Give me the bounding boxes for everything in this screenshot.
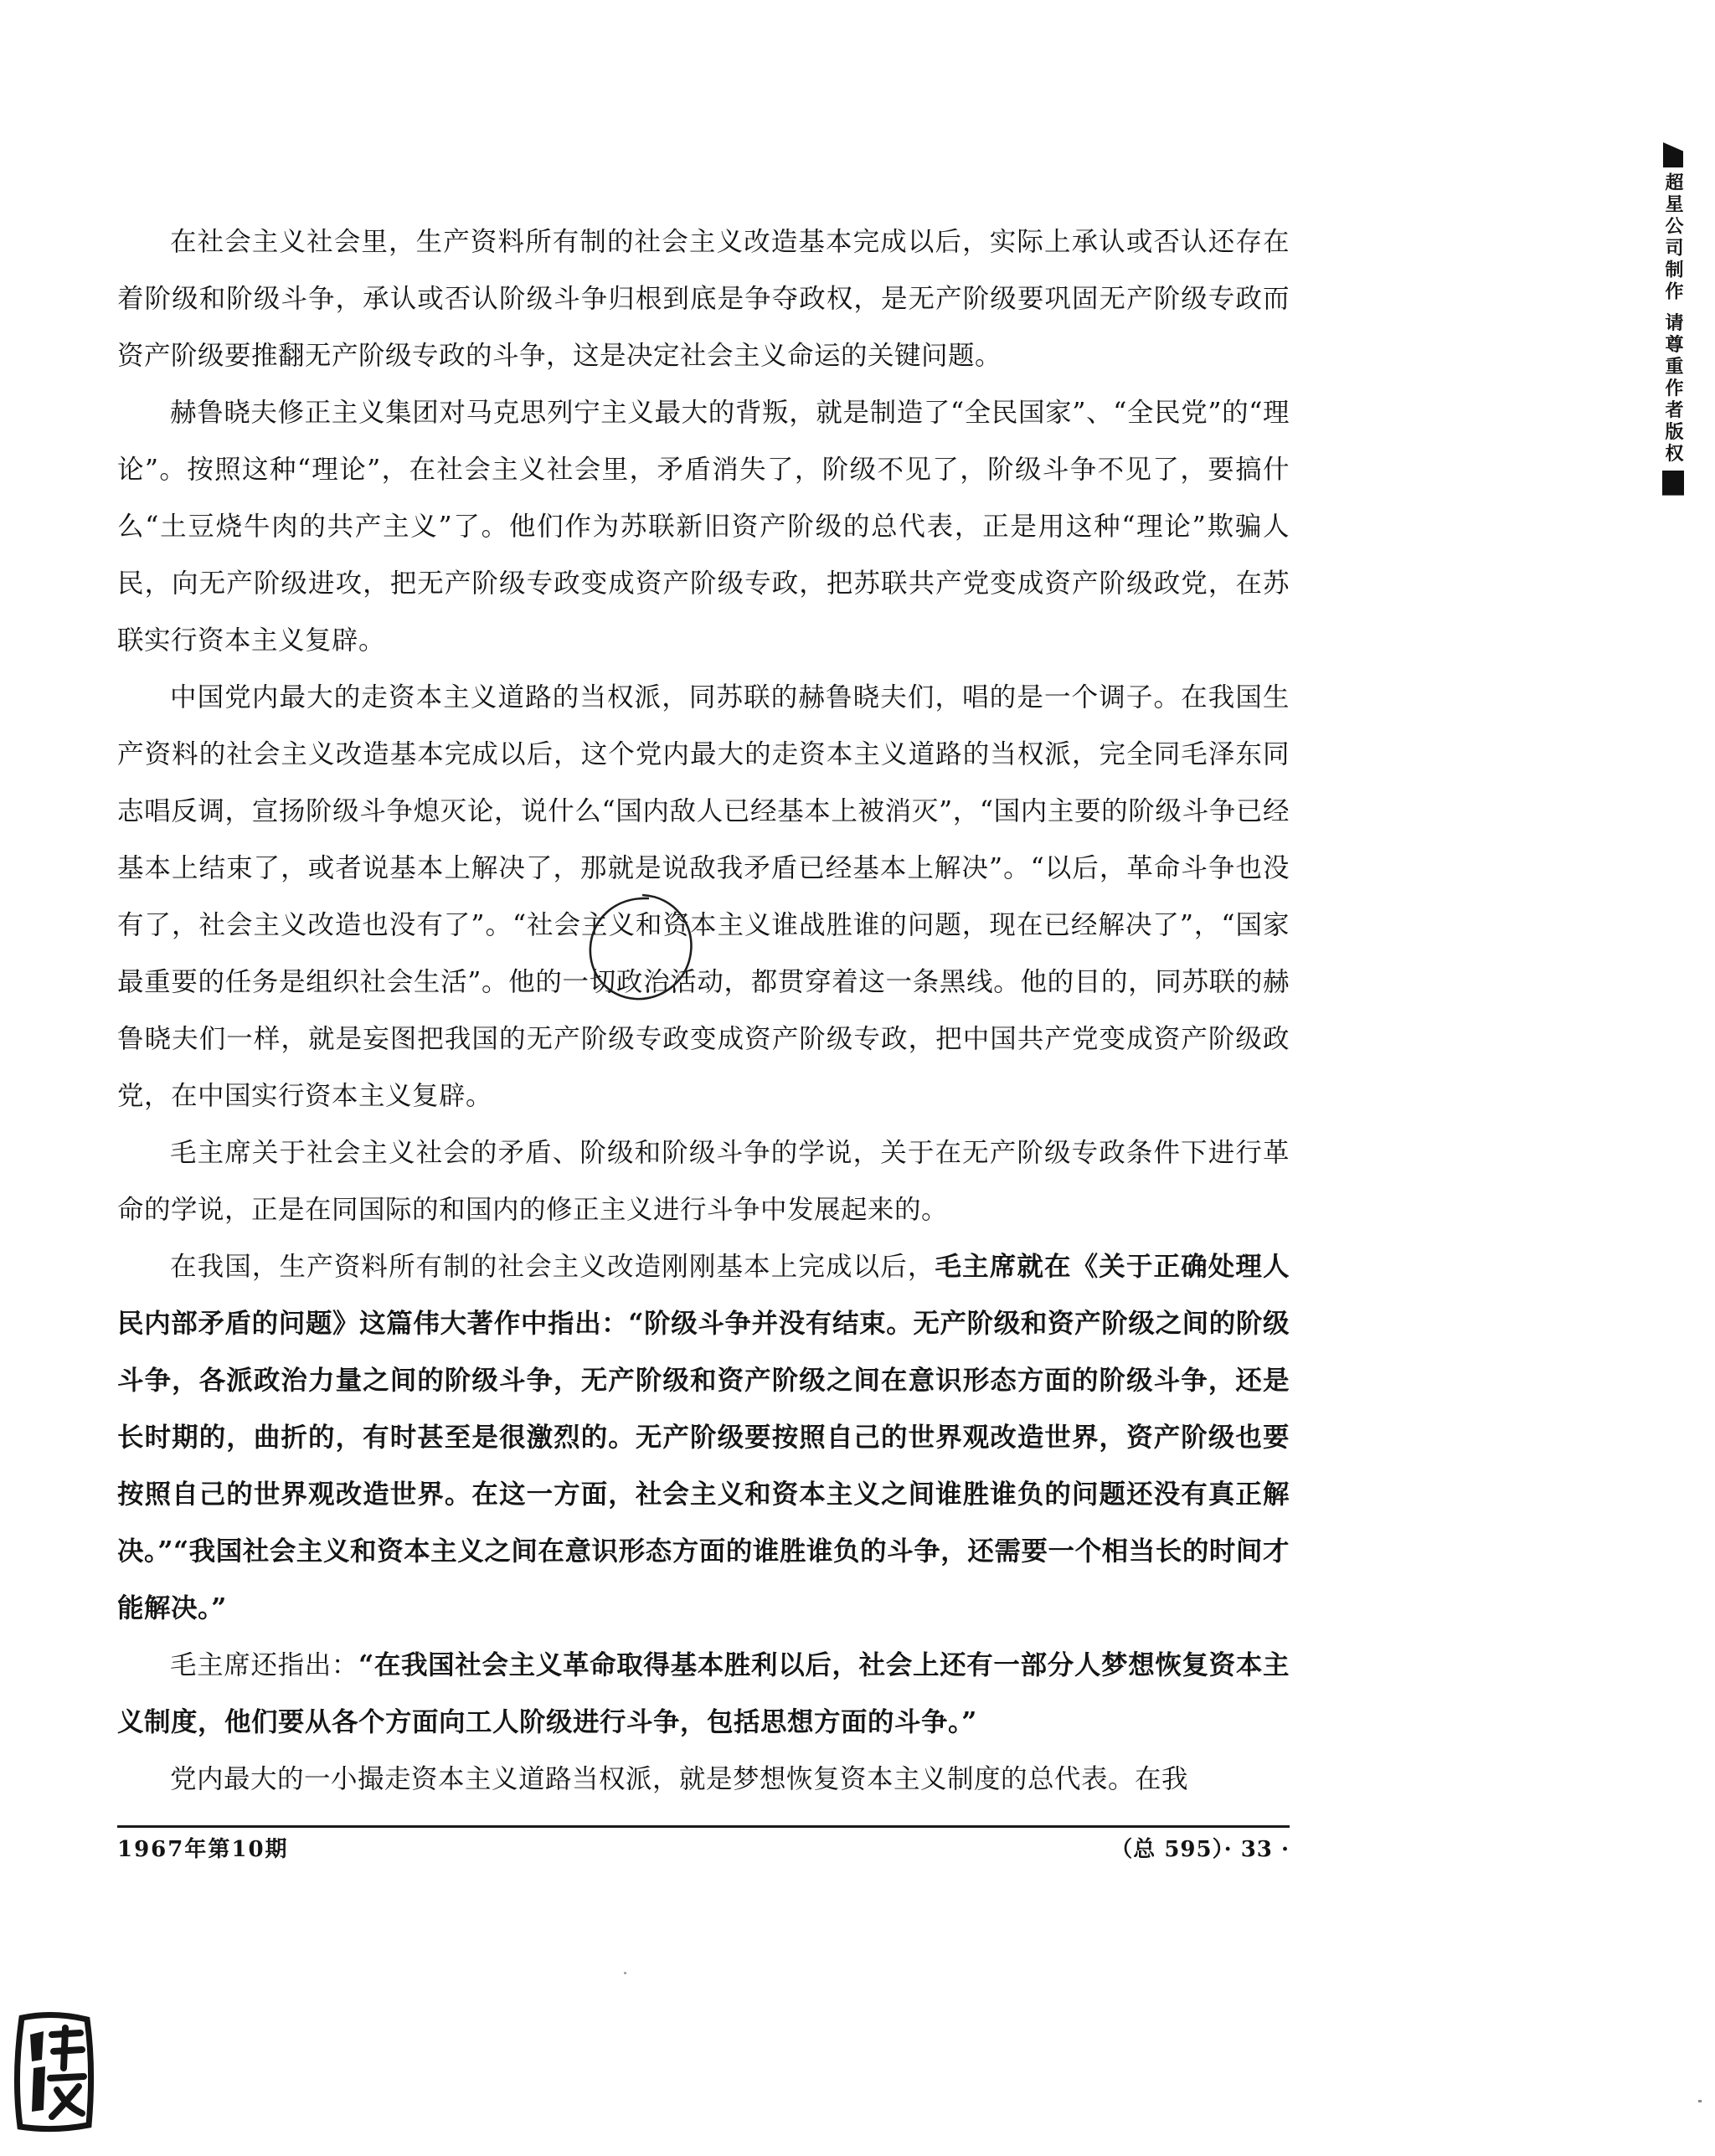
scan-speck (624, 1972, 626, 1974)
library-seal-stamp (10, 2009, 98, 2135)
paragraph (117, 1751, 1290, 1808)
paragraph (117, 384, 1290, 669)
paragraph-text: 毛主席关于社会主义社会的矛盾、阶级和阶级斗争的学说，关于在无产阶级专政条件下进行革命的学说，正是在同国际的和国内的修正主义进行斗争中发展起来的。 (117, 1138, 1290, 1225)
issue-label: 1967年第10期 (117, 1837, 289, 1862)
paragraph (117, 1637, 1290, 1751)
paragraph (117, 214, 1290, 384)
scan-speck (1698, 2100, 1702, 2102)
stamp-bar-top (1663, 142, 1683, 167)
paragraph-text: 在社会主义社会里，生产资料所有制的社会主义改造基本完成以后，实际上承认或否认还存在着阶级和阶级斗争，承认或否认阶级斗争归根到底是争夺政权，是无产阶级要巩固无产阶级专政而资产阶级要推翻无产阶级专政的斗争，这是决定社会主义命运的关键问题。 (117, 227, 1290, 371)
quotation-text: 毛主席就在《关于正确处理人民内部矛盾的问题》这篇伟大著作中指出：“阶级斗争并没有结束。无产阶级和资产阶级之间的阶级斗争，各派政治力量之间的阶级斗争，无产阶级和资产阶级之间在意识形态方面的阶级斗争，还是长时期的，曲折的，有时甚至是很激烈的。无产阶级要按照自己的世界观改造世界，资产阶级也要按照自己的世界观改造世界。在这一方面，社会主义和资本主义之间谁胜谁负的问题还没有真正解决。”“我国社会主义和资本主义之间在意识形态方面的谁胜谁负的斗争，还需要一个相当长的时间才能解决。” (117, 1251, 1290, 1623)
side-stamp-text: 超星公司制作 请尊重作者版权 (1662, 172, 1684, 466)
paragraph-text: 在我国，生产资料所有制的社会主义改造刚刚基本上完成以后， (170, 1252, 935, 1282)
paragraph (117, 1124, 1290, 1238)
page-number: （总 595）· 33 · (1110, 1837, 1290, 1862)
paragraph (117, 669, 1290, 1124)
copyright-side-stamp (1656, 142, 1690, 496)
paragraph-text: 党内最大的一小撮走资本主义道路当权派，就是梦想恢复资本主义制度的总代表。在我 (170, 1764, 1189, 1794)
paragraph-text: 赫鲁晓夫修正主义集团对马克思列宁主义最大的背叛，就是制造了“全民国家”、“全民党”的“理论”。按照这种“理论”，在社会主义社会里，矛盾消失了，阶级不见了，阶级斗争不见了，要搞什么“土豆烧牛肉的共产主义”了。他们作为苏联新旧资产阶级的总代表，正是用这种“理论”欺骗人民，向无产阶级进攻，把无产阶级专政变成资产阶级专政，把苏联共产党变成资产阶级政党，在苏联实行资本主义复辟。 (117, 398, 1290, 656)
article-body (117, 214, 1290, 1808)
quotation-text: “在我国社会主义革命取得基本胜利以后，社会上还有一部分人梦想恢复资本主义制度，他们要从各个方面向工人阶级进行斗争，包括思想方面的斗争。” (117, 1649, 1290, 1737)
paragraph-text: 中国党内最大的走资本主义道路的当权派，同苏联的赫鲁晓夫们，唱的是一个调子。在我国生产资料的社会主义改造基本完成以后，这个党内最大的走资本主义道路的当权派，完全同毛泽东同志唱反调，宣扬阶级斗争熄灭论，说什么“国内敌人已经基本上被消灭”，“国内主要的阶级斗争已经基本上结束了，或者说基本上解决了，那就是说敌我矛盾已经基本上解决”。“以后，革命斗争也没有了，社会主义改造也没有了”。“社会主义和资本主义谁战胜谁的问题，现在已经解决了”，“国家最重要的任务是组织社会生活”。他的一切政治活动，都贯穿着这一条黑线。他的目的，同苏联的赫鲁晓夫们一样，就是妄图把我国的无产阶级专政变成资产阶级专政，把中国共产党变成资产阶级政党，在中国实行资本主义复辟。 (117, 682, 1290, 1111)
paragraph (117, 1238, 1290, 1637)
footer-rule (117, 1825, 1290, 1828)
paragraph-text: 毛主席还指出： (170, 1650, 359, 1680)
stamp-bar-bottom (1662, 471, 1684, 496)
